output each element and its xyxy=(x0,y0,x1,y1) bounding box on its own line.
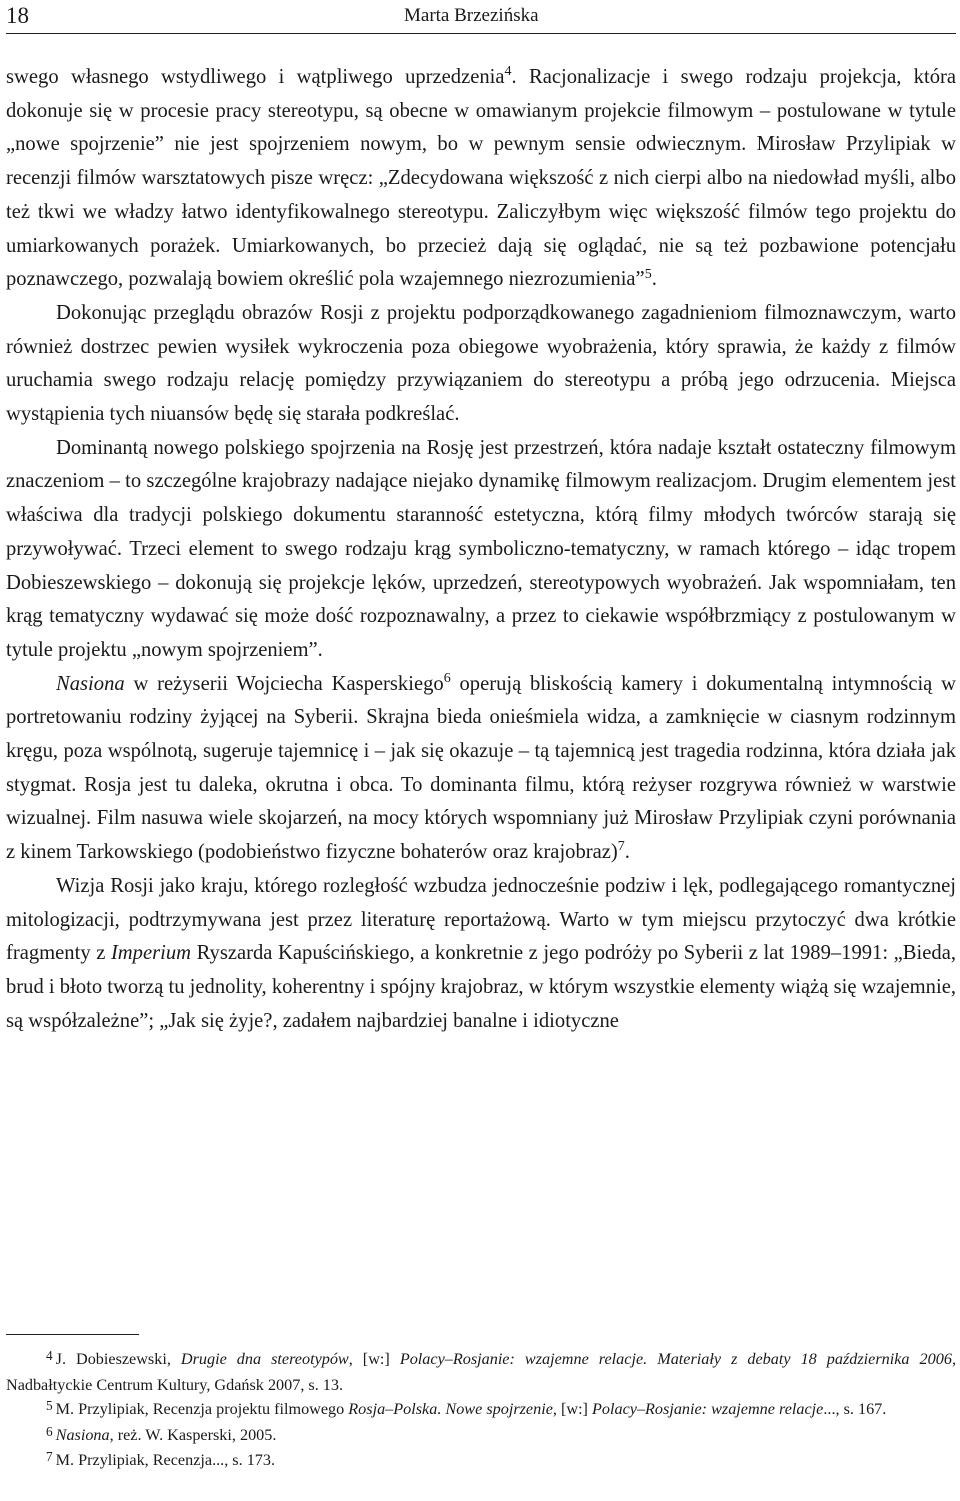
paragraph-2: Dokonując przeglądu obrazów Rosji z projektu podporządkowanego zagadnieniom filmoznawczym, warto również dostrzec pewien wysiłek wykroczenia poza obiegowe wyobrażenia, który sprawia, że każdy z filmów uruchamia swego rodzaju relację pomiędzy przywiązaniem do stereotypu a próbą jego odrzucenia. Miejsca wystąpienia tych niuansów będę się starała podkreślać. xyxy=(6,301,956,426)
paragraph-1: swego własnego wstydliwego i wątpliwego uprzedzenia$^4$. Racjonalizacje i swego rodzaju projekcja, która dokonuje się w procesie pracy stereotypu, są obecne w omawianym projekcie filmowym – postulowane w tytule „nowe spojrzenie” nie jest spojrzeniem nowym, bo w pewnym sensie odwiecznym. Mirosław Przylipiak w recenzji filmów warsztatowych pisze wręcz: „Zdecydowana większość z nich cierpi albo na niedowład myśli, albo też tkwi we władzy łatwo identyfikowalnego stereotypu. Zaliczyłbym więc większość filmów tego projektu do umiarkowanych porażek. Umiarkowanych, bo przecież dają się oglądać, nie są też pozbawione potencjału poznawczego, pozwalają bowiem określić pola wzajemnego niezrozumienia”$^5$. xyxy=(6,64,956,291)
running-head-author: Marta Brzezińska xyxy=(404,5,539,26)
footnote-7: $^7$ M. Przylipiak, Recenzja..., s. 173. xyxy=(46,1449,276,1469)
paragraph-5: Wizja Rosji jako kraju, którego rozległość wzbudza jednocześnie podziw i lęk, podlegającego romantycznej mitologizacji, podtrzymywana jest przez literaturę reportażową. Warto w tym miejscu przytoczyć dwa krótkie fragmenty z Imperium Ryszarda Kapuścińskiego, a konkretnie z jego podróży po Syberii z lat 1989–1991: „Bieda, brud i błoto tworzą tu jednolity, koherentny i spójny krajobraz, w którym wszystkie elementy wiążą się wzajemnie, są współzależne”; „Jak się żyje?, zadałem najbardziej banalne i idiotyczne xyxy=(6,874,956,1032)
page-header xyxy=(6,0,956,34)
paragraph-4: Nasiona w reżyserii Wojciecha Kasperskiego$^6$ operują bliskością kamery i dokumentalną intymnością w portretowaniu rodziny żyjącej na Syberii. Skrajna bieda onieśmiela widza, a zamknięcie w ciasnym rodzinnym kręgu, poza wspólnotą, sugeruje tajemnicę i – jak się okazuje – tą tajemnicą jest tragedia rodzinna, która działa jak stygmat. Rosja jest tu daleka, okrutna i obca. To dominanta filmu, którą reżyser rozgrywa również w warstwie wizualnej. Film nasuwa wiele skojarzeń, na mocy których wspomniany już Mirosław Przylipiak czyni porównania z kinem Tarkowskiego (podobieństwo fizyczne bohaterów oraz krajobraz)$^7$. xyxy=(6,670,956,864)
footnote-4: $^4$ J. Dobieszewski, Drugie dna stereotypów, [w:] Polacy–Rosjanie: wzajemne relacje. Materiały z debaty 18 października 2006, Nadbałtyckie Centrum Kultury, Gdańsk 2007, s. 13. xyxy=(6,1348,956,1394)
footnote-separator xyxy=(6,1334,139,1335)
body-text xyxy=(6,61,956,1038)
document-page xyxy=(6,0,956,1501)
footnote-6: $^6$ Nasiona, reż. W. Kasperski, 2005. xyxy=(46,1423,277,1444)
footnotes xyxy=(6,1347,956,1474)
film-title: Nasiona xyxy=(56,672,125,695)
book-title: Imperium xyxy=(110,942,192,965)
footnote-5: $^5$ M. Przylipiak, Recenzja projektu filmowego Rosja–Polska. Nowe spojrzenie, [w:] Polacy–Rosjanie: wzajemne relacje..., s. 167. xyxy=(46,1398,887,1418)
paragraph-3: Dominantą nowego polskiego spojrzenia na Rosję jest przestrzeń, która nadaje kształt ostateczny filmowym znaczeniom – to szczególne krajobrazy nadające niejako dynamikę filmowym realizacjom. Drugim elementem jest właściwa dla tradycji polskiego dokumentu staranność estetyczna, którą filmy młodych twórców starają się przywoływać. Trzeci element to swego rodzaju krąg symboliczno-tematyczny, w ramach którego – idąc tropem Dobieszewskiego – dokonują się projekcje lęków, uprzedzeń, stereotypowych wyobrażeń. Jak wspomniałam, ten krąg tematyczny wydawać się może dość rozpoznawalny, a przez to ciekawie współbrzmiący z postulowanym w tytule projektu „nowym spojrzeniem”. xyxy=(6,436,956,661)
footnote-ref-6: 6 xyxy=(443,670,451,686)
page-number: 18 xyxy=(6,3,29,28)
footnote-ref-4: 4 xyxy=(504,64,512,80)
footnote-ref-7: 7 xyxy=(617,839,625,855)
footnote-ref-5: 5 xyxy=(644,266,652,282)
